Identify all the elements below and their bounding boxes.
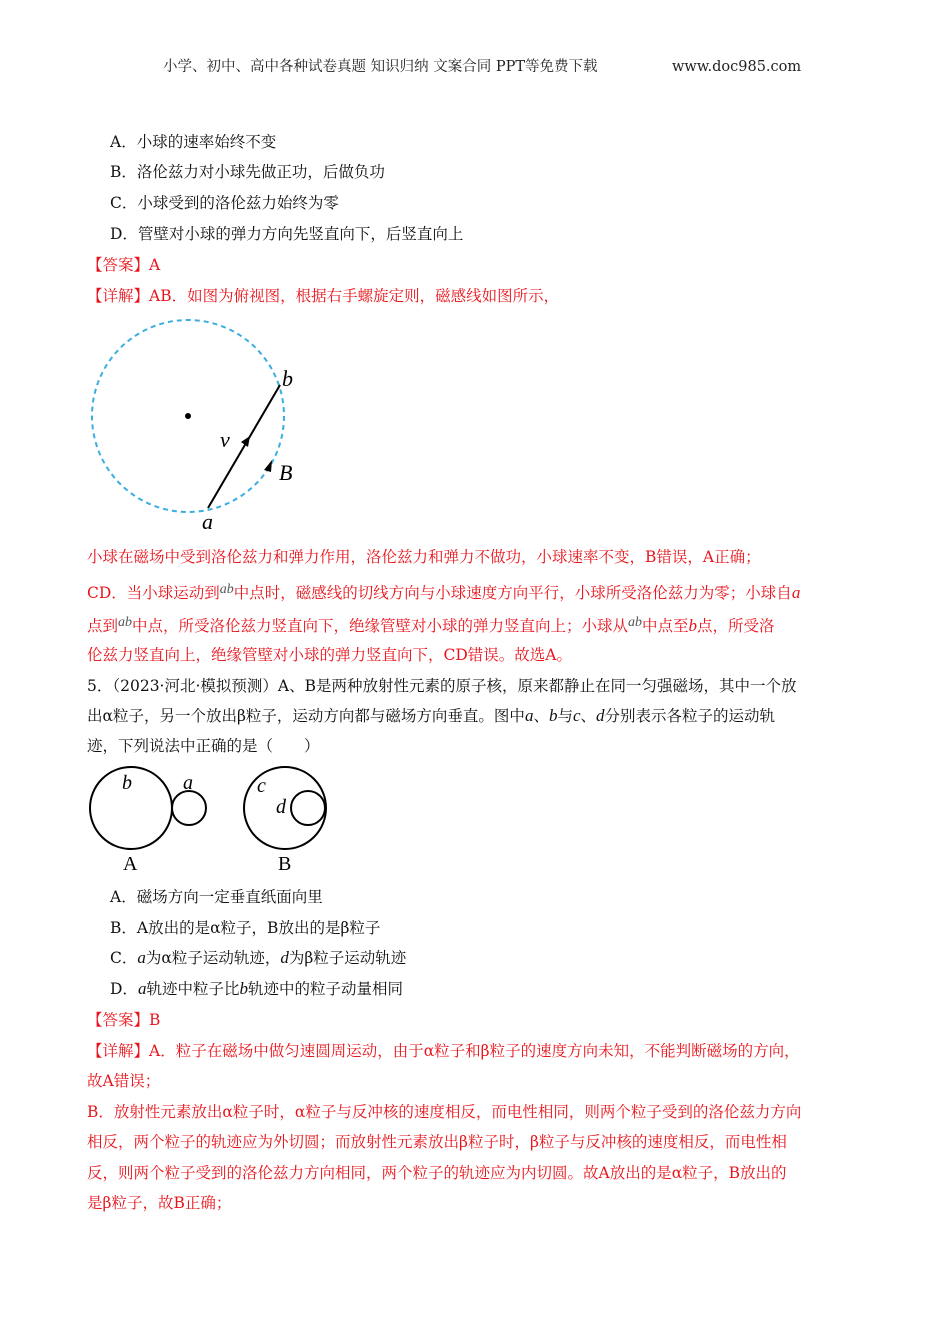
- trajectory-figure: [80, 760, 360, 880]
- detail-line: [87, 613, 775, 636]
- option-c: C．小球受到的洛伦兹力始终为零: [110, 194, 339, 212]
- detail-line: 相反，两个粒子的轨迹应为外切圆；而放射性元素放出β粒子时，β粒子与反冲核的速度相反，而电性相: [87, 1133, 787, 1151]
- option-c: [110, 948, 406, 968]
- text: 出α粒子，另一个放出β粒子，运动方向都与磁场方向垂直。图中: [87, 707, 525, 725]
- label-a: a: [202, 509, 213, 534]
- detail-line: 故A错误；: [87, 1072, 161, 1090]
- text: 为α粒子运动轨迹，: [145, 949, 281, 967]
- answer: 【答案】A: [87, 256, 161, 274]
- orbit-d: [291, 791, 325, 825]
- label-b: b: [282, 366, 293, 391]
- var-a: a: [137, 948, 146, 967]
- orbit-a: [172, 791, 206, 825]
- label-B: B: [278, 853, 292, 875]
- detail-line: 小球在磁场中受到洛伦兹力和弹力作用，洛伦兹力和弹力不做功，小球速率不变，B错误，A正确；: [87, 548, 761, 566]
- text: 中点时，磁感线的切线方向与小球速度方向平行，小球所受洛伦兹力为零；小球自: [233, 584, 792, 602]
- detail-line: 【详解】A．粒子在磁场中做匀速圆周运动，由于α粒子和β粒子的速度方向未知，不能判断磁场的方向，: [87, 1042, 800, 1060]
- detail-line: 是β粒子，故B正确；: [87, 1194, 232, 1212]
- label-c: c: [257, 775, 266, 797]
- text: 、: [580, 707, 597, 725]
- question-5-line: 迹，下列说法中正确的是（ ）: [87, 737, 320, 755]
- option-d: [110, 979, 403, 999]
- var-b: b: [239, 979, 248, 998]
- detail-line: 伦兹力竖直向上，绝缘管壁对小球的弹力竖直向下，CD错误。故选A。: [87, 646, 572, 664]
- field-arrow-icon: [264, 460, 272, 472]
- text: D．: [110, 980, 138, 998]
- var-a: a: [524, 706, 534, 725]
- label-a: a: [183, 772, 193, 794]
- var-ab: ab: [118, 615, 133, 630]
- center-dot: [185, 413, 191, 419]
- option-a: A．小球的速率始终不变: [110, 133, 277, 151]
- text: CD．当小球运动到: [87, 584, 220, 602]
- text: 分别表示各粒子的运动轨: [604, 707, 776, 725]
- option-a: A．磁场方向一定垂直纸面向里: [110, 888, 323, 906]
- var-a: a: [137, 979, 147, 998]
- option-b: B．洛伦兹力对小球先做正功，后做负功: [110, 163, 385, 181]
- header-text: 小学、初中、高中各种试卷真题 知识归纳 文案合同 PPT等免费下载: [163, 59, 598, 75]
- text: 轨迹中粒子比: [146, 980, 240, 998]
- text: 为β粒子运动轨迹: [288, 949, 407, 967]
- detail-line: [87, 580, 800, 603]
- var-ab: ab: [628, 615, 643, 630]
- option-b: B．A放出的是α粒子，B放出的是β粒子: [110, 919, 381, 937]
- var-d: d: [280, 948, 289, 967]
- text: 点，所受洛: [697, 617, 775, 635]
- velocity-line: [208, 385, 280, 508]
- label-d: d: [276, 796, 286, 818]
- detail-line: B．放射性元素放出α粒子时，α粒子与反冲核的速度相反，而电性相同，则两个粒子受到的洛伦兹力方向: [87, 1103, 802, 1121]
- answer: 【答案】B: [87, 1011, 161, 1029]
- detail-heading: 【详解】AB．如图为俯视图，根据右手螺旋定则，磁感线如图所示，: [87, 287, 560, 305]
- text: 中点至: [642, 617, 689, 635]
- label-b: b: [122, 772, 132, 794]
- label-B: B: [279, 460, 293, 485]
- question-5-line: 5．（2023·河北·模拟预测）A、B是两种放射性元素的原子核，原来都静止在同一匀强磁场，其中一个放: [87, 677, 797, 695]
- magnetic-field-figure: [80, 310, 320, 540]
- label-v: v: [220, 427, 230, 452]
- question-5-line: [87, 706, 775, 726]
- var-ab: ab: [219, 582, 234, 597]
- label-A: A: [123, 853, 138, 875]
- var-c: c: [572, 706, 581, 725]
- text: 轨迹中的粒子动量相同: [247, 980, 403, 998]
- var-d: d: [596, 706, 605, 725]
- text: C．: [110, 949, 138, 967]
- var-b: b: [548, 706, 558, 725]
- text: 点到: [87, 617, 119, 635]
- var-b: b: [688, 616, 698, 635]
- text: 、: [533, 707, 549, 725]
- var-a: a: [791, 583, 801, 602]
- detail-line: 反，则两个粒子受到的洛伦兹力方向相同，两个粒子的轨迹应为内切圆。故A放出的是α粒子，B放出的: [87, 1164, 787, 1182]
- header-url[interactable]: www.doc985.com: [672, 59, 802, 75]
- option-d: D．管壁对小球的弹力方向先竖直向下，后竖直向上: [110, 225, 464, 243]
- text: 中点，所受洛伦兹力竖直向下，绝缘管壁对小球的弹力竖直向上；小球从: [132, 617, 629, 635]
- text: 与: [557, 707, 573, 725]
